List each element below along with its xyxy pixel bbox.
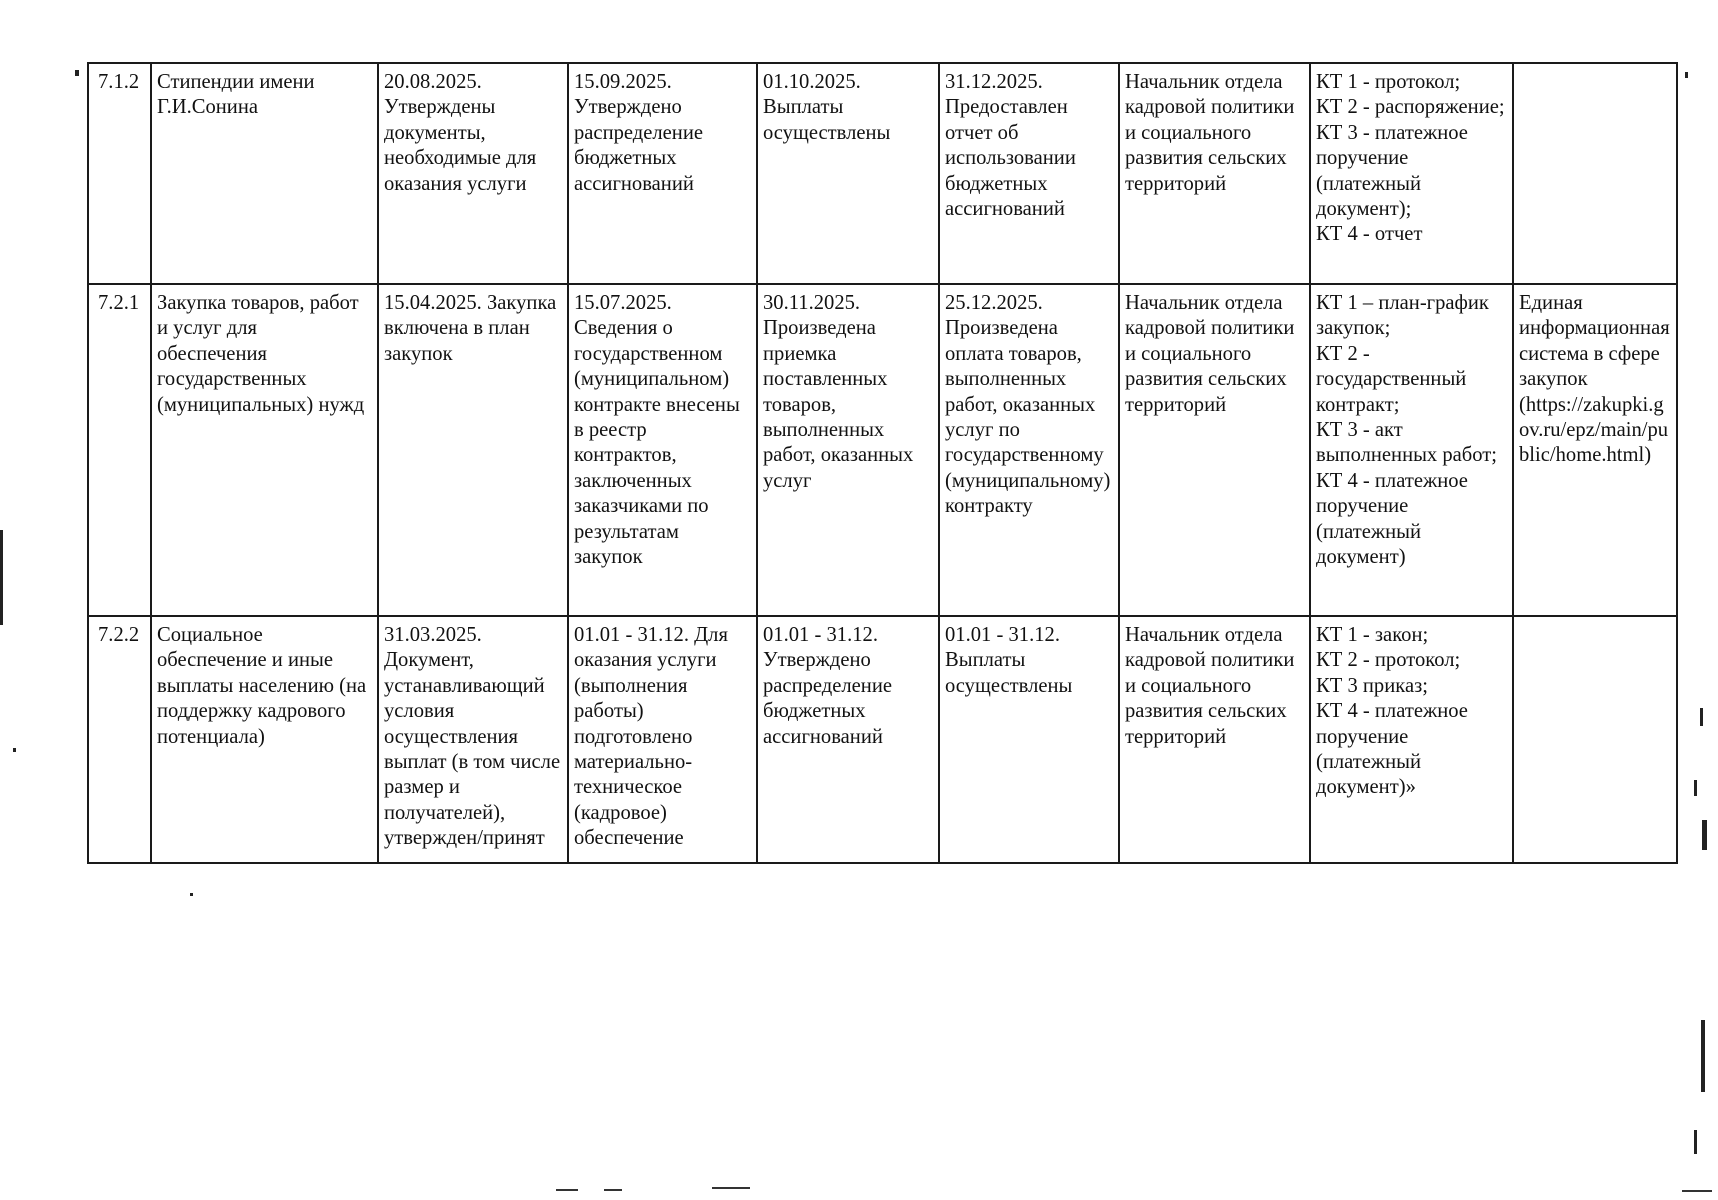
event-name: Закупка товаров, работ и услуг для обеспечения государственных (муниципальных) нужд [151, 284, 378, 616]
checkpoint-4: 31.12.2025. Предоставлен отчет об использовании бюджетных ассигнований [939, 63, 1119, 284]
confirming-documents: КТ 1 - закон; КТ 2 - протокол; КТ 3 приказ; КТ 4 - платежное поручение (платежный документ)» [1310, 616, 1513, 863]
checkpoint-2: 15.09.2025. Утверждено распределение бюджетных ассигнований [568, 63, 757, 284]
scan-dash [604, 1189, 622, 1191]
event-name: Социальное обеспечение и иные выплаты населению (на поддержку кадрового потенциала) [151, 616, 378, 863]
scan-dash [712, 1187, 750, 1189]
information-system [1513, 616, 1677, 863]
checkpoint-4: 25.12.2025. Произведена оплата товаров, выполненных работ, оказанных услуг по государственному (муниципальному) контракту [939, 284, 1119, 616]
checkpoint-1: 20.08.2025. Утверждены документы, необходимые для оказания услуги [378, 63, 568, 284]
information-system [1513, 63, 1677, 284]
checkpoint-3: 30.11.2025. Произведена приемка поставленных товаров, выполненных работ, оказанных услуг [757, 284, 939, 616]
row-number: 7.2.2 [88, 616, 151, 863]
responsible-person: Начальник отдела кадровой политики и социального развития сельских территорий [1119, 284, 1310, 616]
event-name: Стипендии имени Г.И.Сонина [151, 63, 378, 284]
scan-speck [0, 530, 3, 625]
scan-speck [190, 893, 193, 896]
confirming-documents: КТ 1 - протокол; КТ 2 - распоряжение; КТ 3 - платежное поручение (платежный документ); КТ 4 - отчет [1310, 63, 1513, 284]
scan-speck [1694, 780, 1697, 796]
table-row [88, 616, 1677, 863]
scan-dash [556, 1189, 578, 1191]
checkpoint-1: 31.03.2025. Документ, устанавливающий условия осуществления выплат (в том числе размер и получателей), утвержден/принят [378, 616, 568, 863]
scan-speck [13, 748, 16, 752]
table-row [88, 63, 1677, 284]
responsible-person: Начальник отдела кадровой политики и социального развития сельских территорий [1119, 63, 1310, 284]
scan-speck [1694, 1130, 1697, 1154]
checkpoint-4: 01.01 - 31.12. Выплаты осуществлены [939, 616, 1119, 863]
scan-speck [1702, 820, 1707, 850]
confirming-documents: КТ 1 – план-график закупок; КТ 2 - государственный контракт; КТ 3 - акт выполненных работ; КТ 4 - платежное поручение (платежный документ) [1310, 284, 1513, 616]
scan-dash [1682, 1190, 1712, 1192]
plan-table [87, 62, 1678, 864]
checkpoint-3: 01.10.2025. Выплаты осуществлены [757, 63, 939, 284]
responsible-person: Начальник отдела кадровой политики и социального развития сельских территорий [1119, 616, 1310, 863]
checkpoint-2: 01.01 - 31.12. Для оказания услуги (выполнения работы) подготовлено материально-техническое (кадровое) обеспечение [568, 616, 757, 863]
row-number: 7.1.2 [88, 63, 151, 284]
checkpoint-3: 01.01 - 31.12. Утверждено распределение бюджетных ассигнований [757, 616, 939, 863]
information-system: Единая информационная система в сфере закупок (https://zakupki.gov.ru/epz/main/public/home.html) [1513, 284, 1677, 616]
row-number: 7.2.1 [88, 284, 151, 616]
scan-speck [1701, 1020, 1705, 1092]
table-row [88, 284, 1677, 616]
checkpoint-2: 15.07.2025. Сведения о государственном (муниципальном) контракте внесены в реестр контрактов, заключенных заказчиками по результатам закупок [568, 284, 757, 616]
scan-speck [1685, 72, 1688, 78]
scan-speck [75, 70, 79, 76]
checkpoint-1: 15.04.2025. Закупка включена в план закупок [378, 284, 568, 616]
scan-speck [1700, 708, 1703, 726]
